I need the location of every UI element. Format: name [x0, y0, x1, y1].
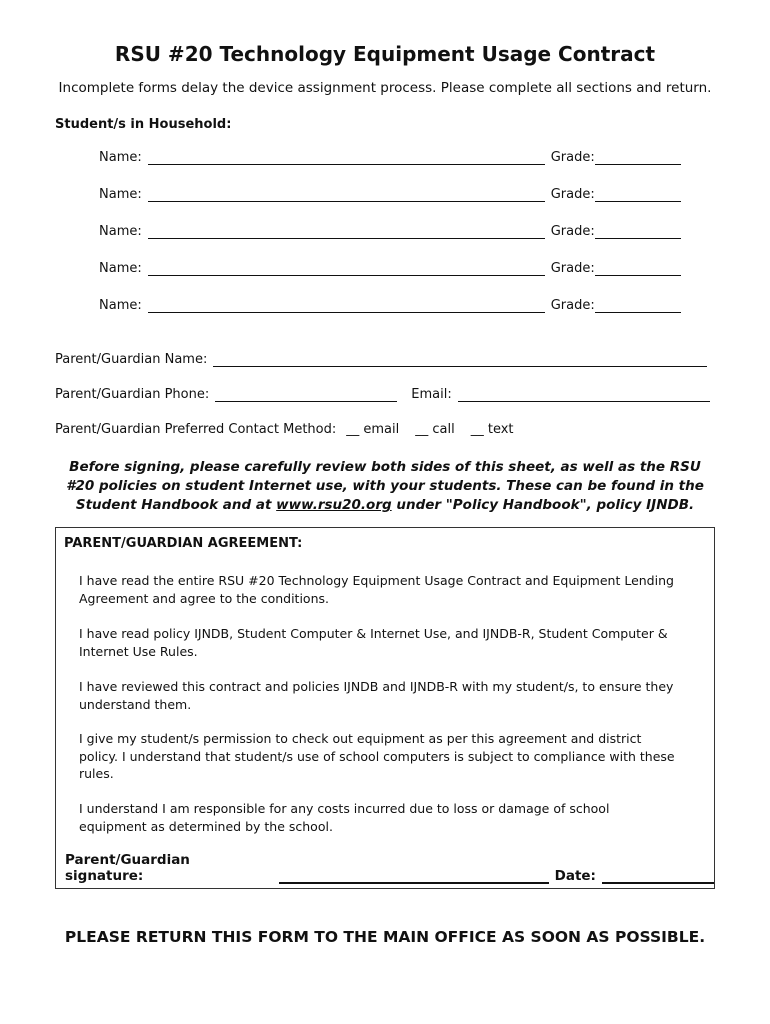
student-row	[99, 261, 681, 276]
student-row	[99, 224, 681, 239]
student-name-field[interactable]	[148, 187, 545, 202]
review-notice	[60, 458, 710, 515]
student-name-field[interactable]	[148, 150, 545, 165]
parent-email-label: Email:	[411, 387, 452, 402]
contact-option-text[interactable]: __ text	[470, 422, 514, 437]
student-name-field[interactable]	[148, 224, 545, 239]
agreement-paragraph: I have reviewed this contract and policies IJNDB and IJNDB-R with my student/s, to ensure they understand them.	[79, 679, 674, 712]
agreement-paragraph: I give my student/s permission to check out equipment as per this agreement and district policy. I understand that student/s use of school computers is subject to compliance with these rules.	[79, 731, 675, 781]
parent-name-label: Parent/Guardian Name:	[55, 352, 208, 367]
student-row	[99, 150, 681, 165]
agreement-box	[55, 527, 715, 889]
contact-option-call[interactable]: __ call	[415, 422, 455, 437]
date-field[interactable]	[602, 868, 714, 884]
student-grade-label: Grade:	[550, 298, 595, 313]
student-name-label: Name:	[99, 224, 142, 239]
agreement-title: PARENT/GUARDIAN AGREEMENT:	[64, 536, 303, 551]
student-grade-label: Grade:	[550, 224, 595, 239]
student-grade-field[interactable]	[595, 224, 681, 239]
contact-method-row	[55, 422, 514, 437]
student-row	[99, 298, 681, 313]
agreement-paragraph: I have read the entire RSU #20 Technology Equipment Usage Contract and Equipment Lending Agreement and agree to the conditions.	[79, 573, 674, 606]
notice-text-2: under "Policy Handbook", policy IJNDB.	[391, 497, 695, 513]
notice-text-1: Before signing, please carefully review both sides of this sheet, as well as the RSU #20 policies on student Internet use, with your students. These can be found in the Student Handbook and at	[66, 459, 704, 513]
contact-option-email[interactable]: __ email	[346, 422, 400, 437]
students-header: Student/s in Household:	[55, 117, 232, 132]
student-grade-field[interactable]	[595, 187, 681, 202]
contact-method-label: Parent/Guardian Preferred Contact Method:	[55, 422, 337, 437]
student-grade-label: Grade:	[550, 150, 595, 165]
agreement-paragraph: I have read policy IJNDB, Student Computer & Internet Use, and IJNDB-R, Student Computer & Internet Use Rules.	[79, 626, 668, 659]
intro-text: Incomplete forms delay the device assignment process. Please complete all sections and return.	[58, 80, 712, 96]
parent-email-field[interactable]	[458, 387, 710, 402]
signature-field[interactable]	[279, 868, 548, 884]
student-name-field[interactable]	[148, 261, 545, 276]
date-label: Date:	[554, 868, 596, 884]
student-name-label: Name:	[99, 150, 142, 165]
return-instruction: PLEASE RETURN THIS FORM TO THE MAIN OFFICE AS SOON AS POSSIBLE.	[64, 928, 706, 946]
page-title: RSU #20 Technology Equipment Usage Contract	[114, 42, 656, 66]
student-grade-field[interactable]	[595, 298, 681, 313]
student-name-field[interactable]	[148, 298, 545, 313]
student-grade-field[interactable]	[595, 150, 681, 165]
signature-row	[65, 852, 714, 884]
student-name-label: Name:	[99, 261, 142, 276]
student-name-label: Name:	[99, 298, 142, 313]
parent-phone-row	[55, 387, 710, 402]
student-grade-field[interactable]	[595, 261, 681, 276]
student-name-label: Name:	[99, 187, 142, 202]
agreement-paragraph: I understand I am responsible for any costs incurred due to loss or damage of school equipment as determined by the school.	[79, 801, 610, 834]
parent-phone-label: Parent/Guardian Phone:	[55, 387, 210, 402]
signature-label: Parent/Guardian signature:	[65, 852, 190, 884]
student-grade-label: Grade:	[550, 261, 595, 276]
parent-name-row	[55, 352, 707, 367]
parent-phone-field[interactable]	[215, 387, 397, 402]
student-row	[99, 187, 681, 202]
parent-name-field[interactable]	[213, 352, 707, 367]
student-grade-label: Grade:	[550, 187, 595, 202]
rsu20-link[interactable]: www.rsu20.org	[276, 497, 392, 513]
